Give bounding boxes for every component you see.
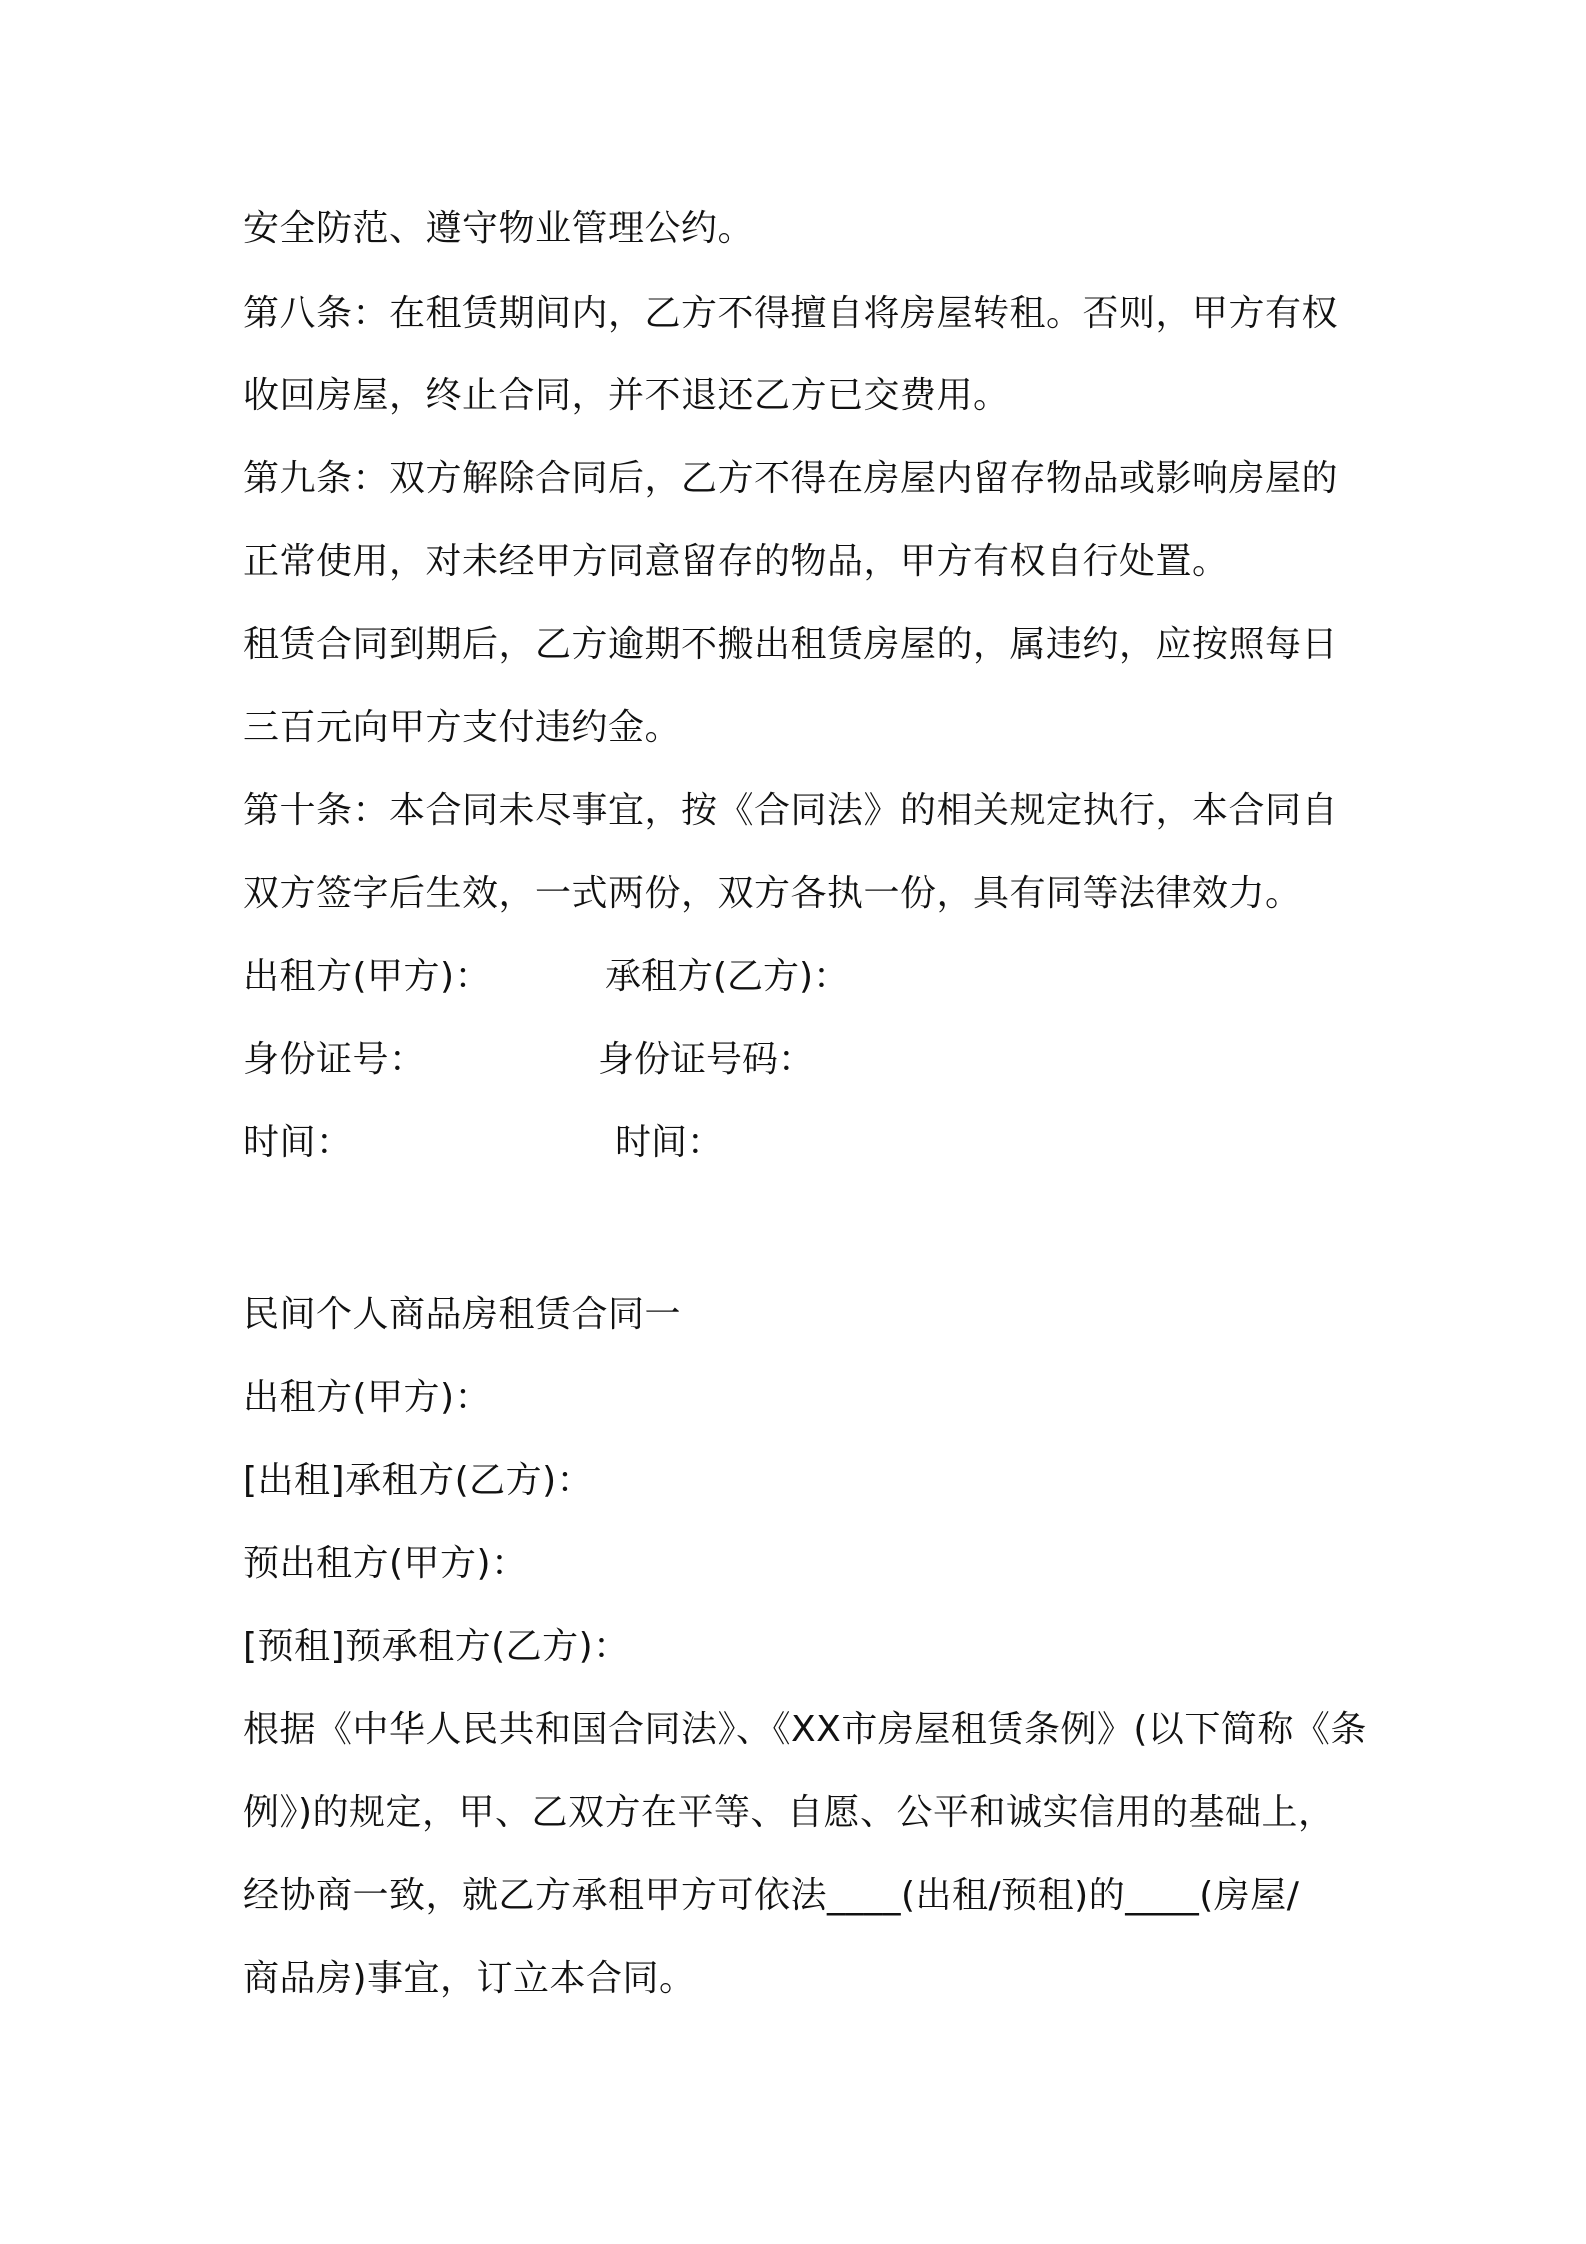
contract-line: 三百元向甲方支付违约金。 [243,707,682,748]
lessor-time-label: 时间： [243,1122,353,1163]
lessor-signature-label: 出租方(甲方)： [243,956,492,997]
second-contract-line: 商品房)事宜，订立本合同。 [243,1958,696,1999]
contract-line: 第十条：本合同未尽事宜，按《合同法》的相关规定执行，本合同自 [243,790,1339,831]
second-contract-line: 经协商一致，就乙方承租甲方可依法____(出租/预租)的____(房屋/ [243,1875,1300,1916]
party-line: [出租]承租方(乙方)： [243,1460,594,1501]
contract-line: 租赁合同到期后，乙方逾期不搬出租赁房屋的，属违约，应按照每日 [243,624,1339,665]
party-line: 出租方(甲方)： [243,1377,492,1418]
contract-line: 双方签字后生效，一式两份，双方各执一份，具有同等法律效力。 [243,873,1302,914]
lessee-signature-label: 承租方(乙方)： [605,956,850,997]
contract-line: 第八条：在租赁期间内，乙方不得擅自将房屋转租。否则，甲方有权 [243,293,1339,334]
contract-line: 安全防范、遵守物业管理公约。 [243,208,755,249]
second-contract-line: 例》)的规定，甲、乙双方在平等、自愿、公平和诚实信用的基础上， [243,1792,1335,1833]
second-contract-line: 根据《中华人民共和国合同法》、《XX市房屋租赁条例》(以下简称《条 [243,1709,1367,1750]
second-contract-title: 民间个人商品房租赁合同一 [243,1294,682,1335]
party-line: 预出租方(甲方)： [243,1543,528,1584]
lessor-id-label: 身份证号： [243,1039,426,1080]
contract-line: 收回房屋，终止合同，并不退还乙方已交费用。 [243,375,1010,416]
contract-line: 第九条：双方解除合同后，乙方不得在房屋内留存物品或影响房屋的 [243,458,1339,499]
party-line: [预租]预承租方(乙方)： [243,1626,630,1667]
contract-line: 正常使用，对未经甲方同意留存的物品，甲方有权自行处置。 [243,541,1229,582]
lessee-id-label: 身份证号码： [598,1039,815,1080]
lessee-time-label: 时间： [615,1122,724,1163]
